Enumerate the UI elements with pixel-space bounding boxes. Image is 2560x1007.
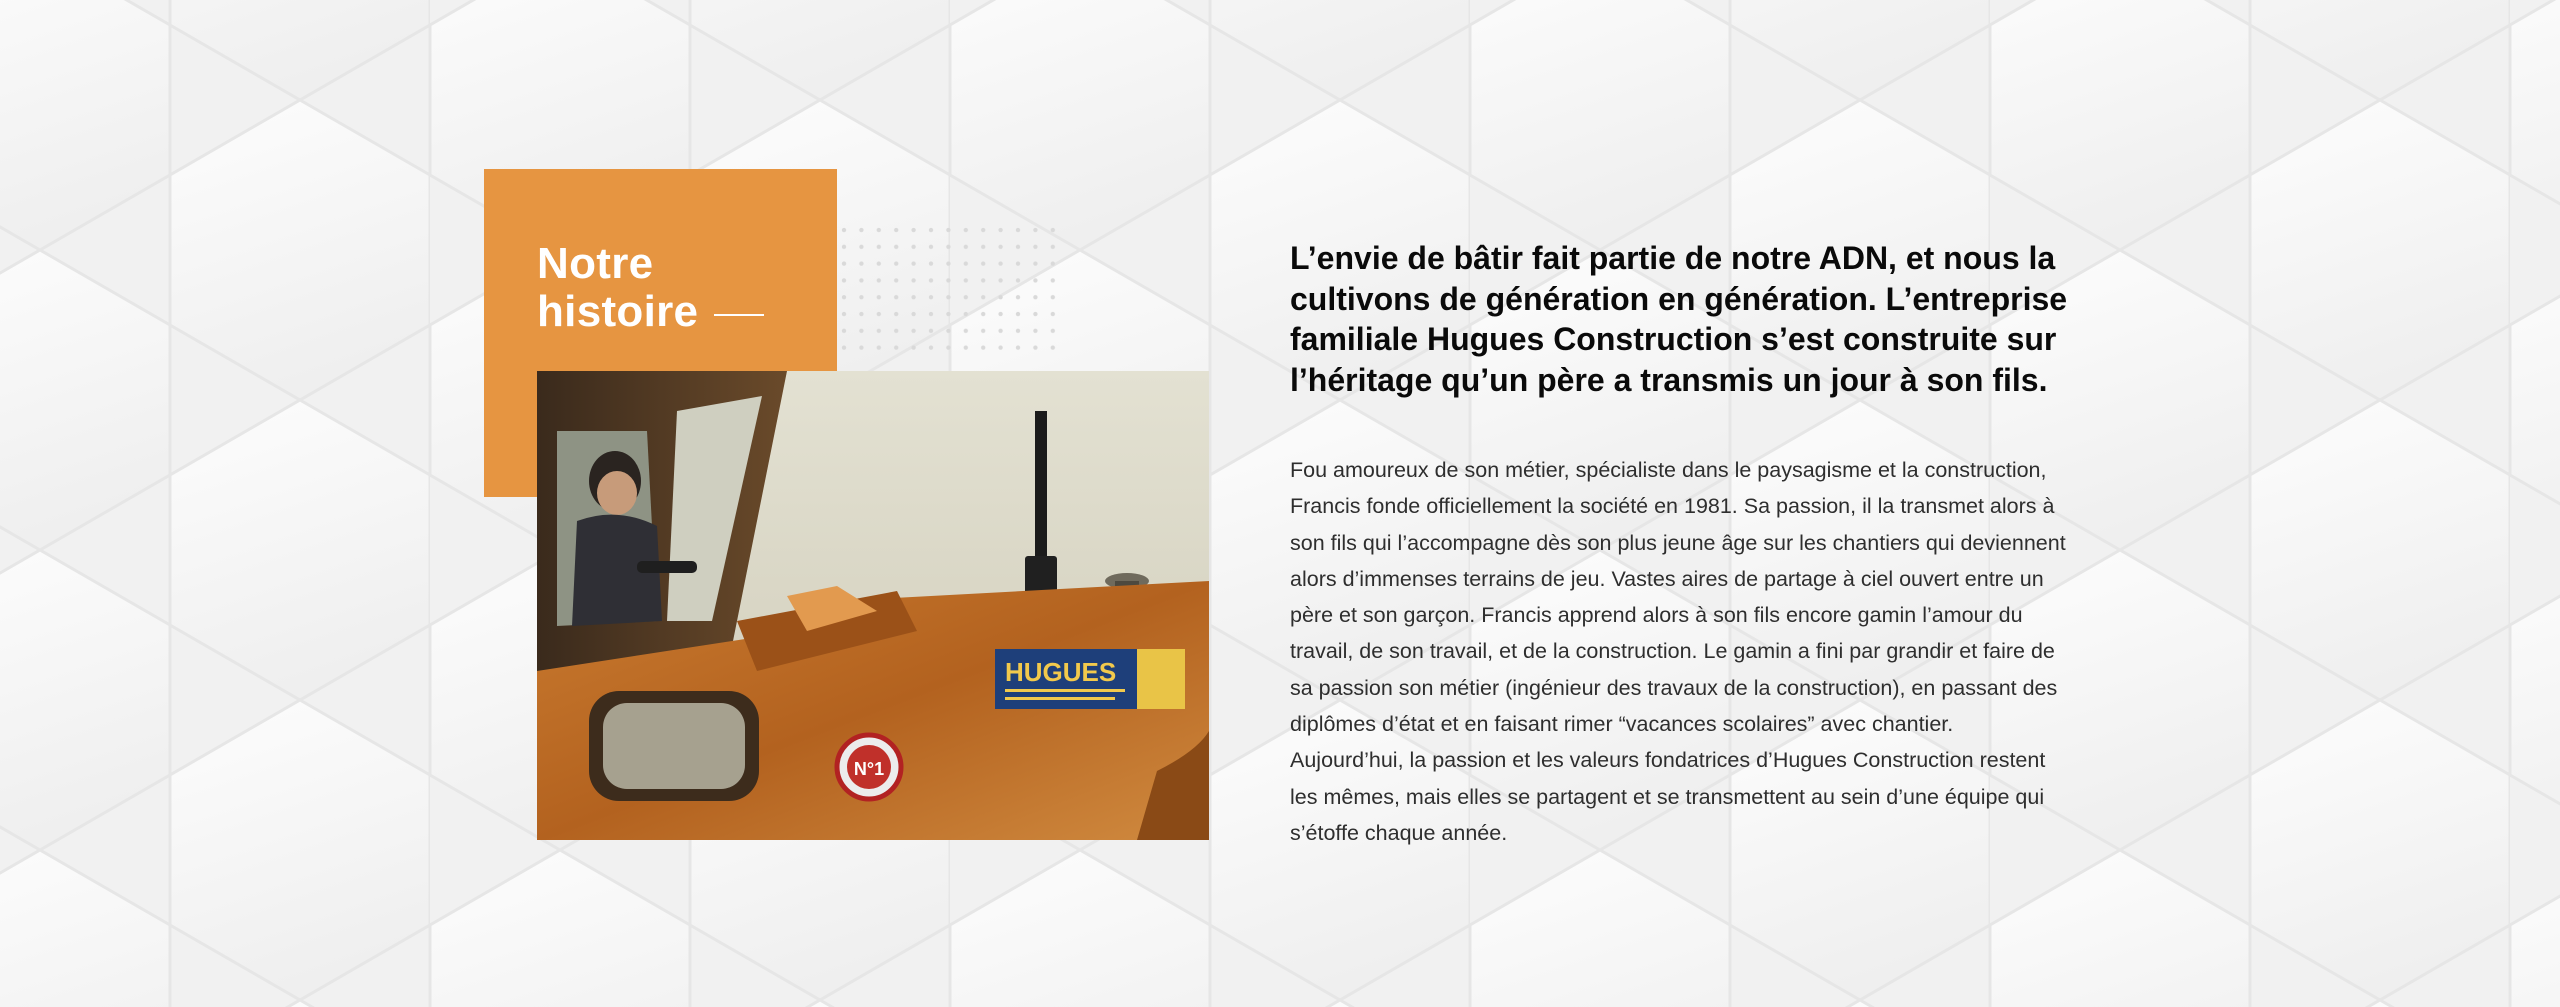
title-line-1: Notre <box>537 239 654 288</box>
title-line-2: histoire <box>537 287 699 336</box>
section-body: Fou amoureux de son métier, spécialiste dans le paysagisme et la construction, Francis fonde officiellement la société en 1981. Sa passion, il la transmet alors à son fils qui l’accompagne dès son plus jeune âge sur les chantiers qui deviennent alors d’immenses terrains de jeu. Vastes aires de partage à ciel ouvert entre un père et son garçon. Francis apprend alors à son fils encore gamin l’amour du travail, de son travail, et de la construction. Le gamin a fini par grandir et faire de sa passion son métier (ingénieur des travaux de la construction), en passant des diplômes d’état et en faisant rimer “vacances scolaires” avec chantier. Aujourd’hui, la passion et les valeurs fondatrices d’Hugues Construction restent les mêmes, mais elles se partagent et se transmettent au sein d’une équipe qui s’étoffe chaque année. <box>1290 458 2066 845</box>
section-lead: L’envie de bâtir fait partie de notre ADN, et nous la cultivons de génération en génération. L’entreprise familiale Hugues Construction s’est construite sur l’héritage qu’un père a transmis un jour à son fils. <box>1290 240 2068 398</box>
title-dash-decoration <box>714 314 764 316</box>
dot-grid-decoration <box>840 226 1066 360</box>
section-title <box>537 240 764 336</box>
photo-badge-text: N°1 <box>853 759 885 779</box>
history-photo <box>537 371 1209 840</box>
photo-sign-text: HUGUES <box>1005 657 1117 687</box>
